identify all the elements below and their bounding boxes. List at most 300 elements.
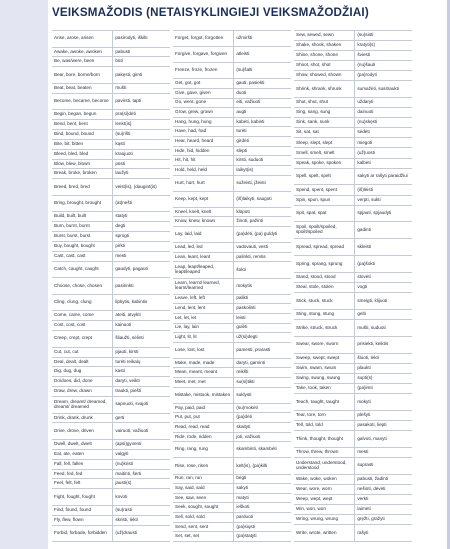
verb-translation: (su)mokėti bbox=[236, 404, 258, 410]
verb-row bbox=[52, 321, 170, 331]
verb-row bbox=[294, 458, 412, 475]
verb-translation: kovoti bbox=[115, 493, 128, 499]
verb-forms: Stand, stood, stood bbox=[294, 273, 355, 282]
verb-forms: Come, came, come bbox=[52, 311, 113, 320]
verb-row bbox=[52, 348, 170, 358]
verb-forms: Eat, ate, eaten bbox=[52, 450, 113, 459]
verb-translation: suklysti bbox=[236, 391, 252, 397]
verb-translation: pūsti bbox=[115, 160, 126, 166]
verb-translation: leisti bbox=[236, 314, 246, 320]
verb-row bbox=[52, 222, 170, 232]
verb-row bbox=[173, 343, 291, 359]
verb-row bbox=[52, 179, 170, 196]
verb-forms: Teach, taught, taught bbox=[294, 394, 355, 410]
verb-row bbox=[294, 394, 412, 411]
verb-forms: Dig, dug, dug bbox=[52, 367, 113, 376]
page-title: VEIKSMAŽODIS (NETAISYKLINGIEJI VEIKSMAŽODŽIAI) bbox=[52, 6, 369, 19]
verb-forms: Give, gave, given bbox=[173, 89, 234, 98]
verb-translation: būti bbox=[115, 58, 123, 64]
verb-forms: Sell, sold, sold bbox=[173, 513, 234, 522]
verb-translation: užmiršti bbox=[236, 35, 253, 41]
verb-row bbox=[294, 354, 412, 364]
verb-translation: (nu)skęsti bbox=[357, 119, 378, 125]
verb-forms: Seek, sought, sought bbox=[173, 503, 234, 512]
verb-translation: gręžti, gražyti bbox=[357, 516, 385, 522]
verb-forms: Steal, stole, stolen bbox=[294, 283, 355, 292]
verb-translation: mokyti bbox=[357, 398, 371, 404]
verb-translation: prisiekti, keiktis bbox=[357, 341, 389, 347]
verb-forms: Drive, drove, driven bbox=[52, 423, 113, 439]
verb-translation: sėdėti bbox=[357, 129, 370, 135]
verb-row bbox=[52, 414, 170, 424]
verb-translation: atleisti bbox=[236, 51, 250, 57]
verb-translation: gelti bbox=[357, 311, 366, 317]
verb-forms: Deal, dealt, dealt bbox=[52, 358, 113, 367]
verb-forms: Buy, bought, bought bbox=[52, 242, 113, 251]
verb-translation: veist(is), (daugint(is) bbox=[115, 183, 157, 189]
verb-row bbox=[173, 513, 291, 523]
verb-translation: verpti, sukti bbox=[357, 196, 381, 202]
verb-row bbox=[52, 377, 170, 387]
verb-translation: su(si)tikti bbox=[236, 378, 255, 384]
verb-forms: Bind, bound, bound bbox=[52, 130, 113, 139]
verb-row bbox=[173, 137, 291, 147]
verb-forms: Win, won, won bbox=[294, 505, 355, 514]
verb-row bbox=[52, 160, 170, 170]
verb-row bbox=[173, 378, 291, 388]
verb-translation: jausti(s) bbox=[115, 480, 132, 486]
verb-row bbox=[294, 185, 412, 195]
verb-row bbox=[173, 127, 291, 137]
verb-translation: sakyti bbox=[236, 485, 249, 491]
verb-forms: Show, showed, shown bbox=[294, 71, 355, 80]
verb-translation: joti, važiuoti bbox=[236, 433, 261, 439]
verb-forms: Hold, held, held bbox=[173, 166, 234, 175]
verb-row bbox=[173, 359, 291, 369]
verb-translation: klūpoti bbox=[236, 208, 250, 214]
verb-translation: (apsi)gyventi bbox=[115, 440, 142, 446]
verb-row bbox=[173, 156, 291, 166]
verb-forms: Let, let, let bbox=[173, 314, 234, 323]
verb-row bbox=[294, 118, 412, 128]
verb-row bbox=[52, 470, 170, 480]
verb-row bbox=[173, 262, 291, 278]
verb-row bbox=[52, 526, 170, 543]
verb-forms: Send, sent, sent bbox=[173, 523, 234, 532]
verb-translation: pakęsti, gimti bbox=[115, 71, 143, 77]
verb-translation: žinoti, pažinti bbox=[236, 218, 263, 224]
verb-forms: Lie, lay, lain bbox=[173, 324, 234, 333]
verb-translation: palikti bbox=[236, 295, 249, 301]
verb-forms: Drink, drank, drunk bbox=[52, 414, 113, 423]
verb-forms: Bite, bit, bitten bbox=[52, 140, 113, 149]
verb-row bbox=[173, 404, 291, 414]
verb-row bbox=[294, 273, 412, 283]
verb-row bbox=[52, 479, 170, 489]
verb-translation: skristi, lėkti bbox=[115, 516, 138, 522]
verb-row bbox=[52, 423, 170, 440]
verb-translation: daryti, gaminti bbox=[236, 359, 265, 365]
verb-translation: (nu)kristi bbox=[115, 460, 133, 466]
verb-row bbox=[173, 99, 291, 109]
verb-forms: Sleep, slept, slept bbox=[294, 138, 355, 147]
verb-forms: Cling, clung, clung bbox=[52, 295, 113, 311]
verb-translation: vadovauti, vesti bbox=[236, 244, 269, 250]
verb-translation: kraujuoti bbox=[115, 150, 133, 156]
verb-table-column-2 bbox=[173, 30, 291, 542]
verb-forms: Forgive, forgave, forgiven bbox=[173, 47, 234, 62]
verb-forms: Say, said, said bbox=[173, 484, 234, 493]
verb-row bbox=[173, 89, 291, 99]
verb-translation: (pa)rodyti bbox=[357, 72, 377, 78]
verb-forms: Hang, hung, hung bbox=[173, 118, 234, 127]
verb-forms: Shake, shook, shaken bbox=[294, 41, 355, 50]
verb-translation: pamesti, prarasti bbox=[236, 346, 271, 352]
verb-translation: kratyti(s) bbox=[357, 42, 375, 48]
verb-translation: gadinti bbox=[357, 226, 371, 232]
verb-row bbox=[173, 279, 291, 295]
verb-translation: skaityti bbox=[236, 423, 251, 429]
verb-row bbox=[52, 150, 170, 160]
verb-translation: uždaryti bbox=[357, 99, 374, 105]
verb-forms: Rise, rose, risen bbox=[173, 458, 234, 473]
verb-row bbox=[294, 337, 412, 354]
verb-translation: (pa)imti bbox=[357, 385, 373, 391]
verb-row bbox=[173, 176, 291, 192]
verb-translation: už(si)degti bbox=[236, 333, 258, 339]
verb-translation: skambinti, skambėti bbox=[236, 446, 277, 452]
verb-forms: Leap, leapt/leaped, leapt/leaped bbox=[173, 262, 234, 277]
verb-translation: (at)nešti bbox=[115, 200, 132, 206]
verb-translation: daryti, veikti bbox=[115, 378, 140, 384]
verb-forms: Hide, hid, hidden bbox=[173, 147, 234, 156]
verb-translation: šluoti, lėkti bbox=[357, 354, 379, 360]
verb-row bbox=[173, 295, 291, 305]
verb-forms: Dwell, dwelt, dwelt bbox=[52, 440, 113, 449]
verb-forms: Tear, tore, torn bbox=[294, 411, 355, 420]
verb-translation: pasirodyti, iškilti bbox=[115, 35, 148, 41]
verb-row bbox=[52, 516, 170, 526]
verb-row bbox=[173, 494, 291, 504]
verb-forms: Spell, spelt, spelt bbox=[294, 169, 355, 185]
verb-forms: Shrink, shrank, shrunk bbox=[294, 81, 355, 97]
verb-row bbox=[294, 71, 412, 81]
verb-forms: Creep, crept, crept bbox=[52, 331, 113, 347]
verb-translation: (pa)šokti bbox=[357, 260, 375, 266]
verb-forms: Forbid, forbade, forbidden bbox=[52, 526, 113, 542]
verb-translation: vairuoti, važiuoti bbox=[115, 427, 149, 433]
verb-forms: Bend, bent, bent bbox=[52, 120, 113, 129]
verb-row bbox=[52, 57, 170, 67]
verb-row bbox=[173, 166, 291, 176]
verb-row bbox=[173, 475, 291, 485]
verb-forms: Light, lit, lit bbox=[173, 333, 234, 342]
verb-forms: Draw, drew, drawn bbox=[52, 387, 113, 396]
verb-row bbox=[294, 222, 412, 239]
verb-row bbox=[294, 51, 412, 61]
verb-row bbox=[294, 138, 412, 148]
verb-row bbox=[52, 489, 170, 506]
verb-forms: Wear, wore, worn bbox=[294, 485, 355, 494]
verb-forms: Sit, sat, sat bbox=[294, 128, 355, 137]
verb-row bbox=[294, 81, 412, 98]
verb-forms: Break, broke, broken bbox=[52, 169, 113, 178]
verb-row bbox=[294, 41, 412, 51]
verb-translation: spjauti, spjaudyti bbox=[357, 210, 392, 216]
verb-row bbox=[294, 108, 412, 118]
verb-forms: Take, took, taken bbox=[294, 384, 355, 393]
verb-row bbox=[52, 232, 170, 242]
verb-forms: Kneel, knelt, knelt bbox=[173, 208, 234, 217]
verb-row bbox=[173, 423, 291, 433]
verb-row bbox=[173, 243, 291, 253]
verb-translation: šokti bbox=[236, 266, 246, 272]
verb-row bbox=[173, 147, 291, 157]
verb-forms: Write, wrote, written bbox=[294, 525, 355, 541]
verb-forms: Lean, leant, leant bbox=[173, 253, 234, 262]
verb-translation: pra(si)dėti bbox=[115, 111, 136, 117]
verb-forms: Swim, swam, swum bbox=[294, 364, 355, 373]
verb-forms: Sew, sewed, sewn bbox=[294, 31, 355, 40]
verb-forms: Wake, woke, woken bbox=[294, 475, 355, 484]
verb-row bbox=[52, 387, 170, 397]
verb-translation: plaukti bbox=[357, 364, 371, 370]
verb-translation: gerti bbox=[115, 414, 125, 420]
verb-row bbox=[294, 374, 412, 384]
verb-forms: Mistake, mistook, mistaken bbox=[173, 388, 234, 403]
verb-row bbox=[173, 442, 291, 458]
verb-row bbox=[52, 120, 170, 130]
verb-row bbox=[173, 532, 291, 542]
verb-row bbox=[173, 208, 291, 218]
verb-translation: (su)rišti bbox=[115, 130, 131, 136]
verb-row bbox=[294, 384, 412, 394]
verb-forms: Get, got, got bbox=[173, 79, 234, 88]
verb-translation: gauti, pasiekti bbox=[236, 80, 265, 86]
verb-translation: (iš)leisti bbox=[357, 186, 373, 192]
verb-translation: (pa)statyti bbox=[236, 533, 257, 539]
verb-translation: (su)šalti bbox=[236, 67, 253, 73]
verb-translation: (su)siūti bbox=[357, 32, 374, 38]
verb-forms: Spit, spat, spat bbox=[294, 206, 355, 222]
verb-forms: Shoot, shot, shot bbox=[294, 61, 355, 70]
verb-table-column-1 bbox=[52, 30, 170, 542]
verb-row bbox=[173, 253, 291, 263]
verb-forms: Weep, wept, wept bbox=[294, 495, 355, 504]
verb-forms: Be, was/were, been bbox=[52, 57, 113, 66]
verb-translation: reikšti bbox=[236, 369, 249, 375]
verb-translation: kasti bbox=[115, 368, 125, 374]
verb-forms: Make, made, made bbox=[173, 359, 234, 368]
verb-forms: Have, had, had bbox=[173, 127, 234, 136]
verb-translation: lipkytis, kabintis bbox=[115, 299, 148, 305]
verb-translation: laužyti bbox=[115, 170, 129, 176]
verb-translation: pavirsti, tapti bbox=[115, 98, 142, 103]
verb-translation: nešioti, dėvėti bbox=[357, 485, 386, 491]
verb-forms: Learn, learnt/ learned, learnt/learned bbox=[173, 279, 234, 294]
verb-forms: Hit, hit, hit bbox=[173, 156, 234, 165]
verb-forms: Bring, brought, brought bbox=[52, 196, 113, 212]
verb-row bbox=[294, 421, 412, 431]
verb-row bbox=[294, 61, 412, 71]
verb-translation: gaudyti, pagauti bbox=[115, 266, 148, 272]
verb-row bbox=[52, 252, 170, 262]
verb-forms: Shut, shut, shut bbox=[294, 98, 355, 107]
verb-translation: plėšyti bbox=[357, 411, 371, 417]
verb-forms: Grow, grew, grown bbox=[173, 108, 234, 117]
verb-forms: Throw, threw, thrown bbox=[294, 448, 355, 457]
verb-translation: valgyti bbox=[115, 450, 129, 456]
verb-forms: Speak, spoke, spoken bbox=[294, 159, 355, 168]
verb-translation: verkti bbox=[357, 496, 369, 502]
verb-row bbox=[52, 140, 170, 150]
verb-forms: Breed, bred, bred bbox=[52, 179, 113, 195]
verb-translation: ateiti, atvykti bbox=[115, 312, 141, 318]
verb-forms: Do/does, did, done bbox=[52, 377, 113, 386]
verb-row bbox=[294, 525, 412, 542]
verb-row bbox=[52, 397, 170, 414]
verb-translation: mesti bbox=[357, 448, 369, 454]
verb-forms: Beat, beat, beaten bbox=[52, 84, 113, 93]
verb-row bbox=[294, 485, 412, 495]
verb-row bbox=[294, 256, 412, 273]
verb-translation: pjauti, kirsti bbox=[115, 348, 139, 354]
verb-forms: Run, ran, run bbox=[173, 475, 234, 484]
verb-forms: Lay, laid, laid bbox=[173, 227, 234, 242]
verb-translation: smeigti, klijuoti bbox=[357, 297, 388, 303]
verb-row bbox=[294, 411, 412, 421]
verb-forms: Go, went, gone bbox=[173, 99, 234, 108]
verb-row bbox=[173, 433, 291, 443]
verb-row bbox=[294, 98, 412, 108]
verb-forms: Fall, fell, fallen bbox=[52, 460, 113, 469]
verb-row bbox=[173, 217, 291, 227]
verb-forms: Ring, rang, rung bbox=[173, 442, 234, 457]
verb-translation: vogti bbox=[357, 284, 368, 290]
verb-translation: ieškoti bbox=[236, 504, 250, 510]
verb-row bbox=[294, 159, 412, 169]
verb-translation: mušti, suduoti bbox=[357, 324, 386, 330]
verb-row bbox=[173, 333, 291, 343]
verb-row bbox=[294, 128, 412, 138]
verb-translation: pabusti, žadinti bbox=[357, 475, 389, 481]
verb-row bbox=[173, 413, 291, 423]
verb-translation: mesti bbox=[115, 252, 127, 258]
verb-row bbox=[52, 367, 170, 377]
verb-forms: Build, built, built bbox=[52, 212, 113, 221]
verb-forms: Dream, dreamt/ dreamed, dreamt/ dreamed bbox=[52, 397, 113, 413]
verb-translation: (už)drausti bbox=[115, 529, 138, 535]
verb-translation: bėgti bbox=[236, 475, 247, 481]
verb-row bbox=[294, 431, 412, 448]
verb-row bbox=[173, 108, 291, 118]
verb-row bbox=[52, 460, 170, 470]
verb-row bbox=[294, 515, 412, 525]
verb-translation: augti bbox=[236, 109, 247, 115]
verb-translation: duoti bbox=[236, 89, 247, 95]
verb-translation: palinkti, remtis bbox=[236, 253, 266, 259]
verb-forms: Stick, stuck, stuck bbox=[294, 293, 355, 309]
verb-row bbox=[52, 110, 170, 120]
verb-row bbox=[294, 505, 412, 515]
verb-row bbox=[52, 262, 170, 279]
verb-row bbox=[294, 293, 412, 310]
verb-forms: Spring, sprang, sprung bbox=[294, 256, 355, 272]
verb-translation: sakyti ar rašyti paraidžiui bbox=[357, 173, 408, 179]
verb-row bbox=[52, 130, 170, 140]
verb-forms: Tell, told, told bbox=[294, 421, 355, 430]
verb-forms: Cost, cost, cost bbox=[52, 321, 113, 330]
verb-forms: Cast, cast, cast bbox=[52, 252, 113, 261]
verb-translation: sapnuoti, svajoti bbox=[115, 401, 149, 407]
verb-forms: Become, became, become bbox=[52, 94, 113, 110]
verb-row bbox=[173, 192, 291, 208]
verb-row bbox=[294, 364, 412, 374]
verb-forms: Swear, swore, sworn bbox=[294, 337, 355, 353]
verb-forms: Lead, led, led bbox=[173, 243, 234, 252]
verb-row bbox=[173, 314, 291, 324]
verb-row bbox=[52, 169, 170, 179]
verb-translation: sprogti bbox=[115, 233, 130, 239]
verb-translation: rašyti bbox=[357, 529, 369, 535]
verb-row bbox=[173, 227, 291, 243]
verb-forms: Fight, fought, fought bbox=[52, 489, 113, 505]
verb-row bbox=[173, 304, 291, 314]
verb-row bbox=[294, 310, 412, 320]
verb-forms: Read, read, read bbox=[173, 423, 234, 432]
verb-forms: Mean, meant, meant bbox=[173, 368, 234, 377]
verb-translation: paskolinti bbox=[236, 305, 256, 311]
verb-translation: (su)rasti bbox=[115, 506, 132, 512]
verb-forms: Cut, cut, cut bbox=[52, 348, 113, 357]
verb-row bbox=[294, 448, 412, 458]
verb-row bbox=[173, 458, 291, 474]
verb-forms: Think, thought, thought bbox=[294, 431, 355, 447]
verb-forms: Spoil, spoilt/spoiled, spoilt/spoiled bbox=[294, 222, 355, 238]
verb-forms: Begin, began, begun bbox=[52, 110, 113, 119]
verb-row bbox=[52, 67, 170, 84]
verb-translation: kelt(is), (pa)kilti bbox=[236, 462, 268, 468]
verb-forms: Lose, lost, lost bbox=[173, 343, 234, 358]
verb-translation: statyti bbox=[115, 213, 128, 219]
vocabulary-sheet bbox=[48, 0, 450, 549]
verb-translation: dainuoti bbox=[357, 109, 374, 115]
verb-forms: Know, knew, known bbox=[173, 217, 234, 226]
verb-translation: laimėti bbox=[357, 506, 371, 512]
verb-forms: Understand, understood, understood bbox=[294, 458, 355, 474]
verb-row bbox=[52, 358, 170, 368]
verb-translation: sužeisti, įžeisti bbox=[236, 179, 266, 185]
verb-forms: Ride, rode, ridden bbox=[173, 433, 234, 442]
verb-forms: Hurt, hurt, hurt bbox=[173, 176, 234, 191]
verb-forms: Find, found, found bbox=[52, 506, 113, 515]
verb-translation: kirsti, suduoti bbox=[236, 157, 264, 163]
verb-row bbox=[294, 196, 412, 206]
verb-row bbox=[173, 324, 291, 334]
verb-forms: Put, put, put bbox=[173, 413, 234, 422]
verb-row bbox=[173, 484, 291, 494]
verb-forms: Sing, sang, sung bbox=[294, 108, 355, 117]
verb-forms: Lend, lent, lent bbox=[173, 304, 234, 313]
verb-row bbox=[173, 30, 291, 47]
verb-forms: Pay, paid, paid bbox=[173, 404, 234, 413]
verb-row bbox=[52, 450, 170, 460]
verb-row bbox=[294, 169, 412, 186]
verb-forms: Sweep, swept, swept bbox=[294, 354, 355, 363]
verb-translation: galvoti, manyti bbox=[357, 435, 387, 441]
verb-forms: Choose, chose, chosen bbox=[52, 278, 113, 294]
verb-row bbox=[52, 506, 170, 516]
